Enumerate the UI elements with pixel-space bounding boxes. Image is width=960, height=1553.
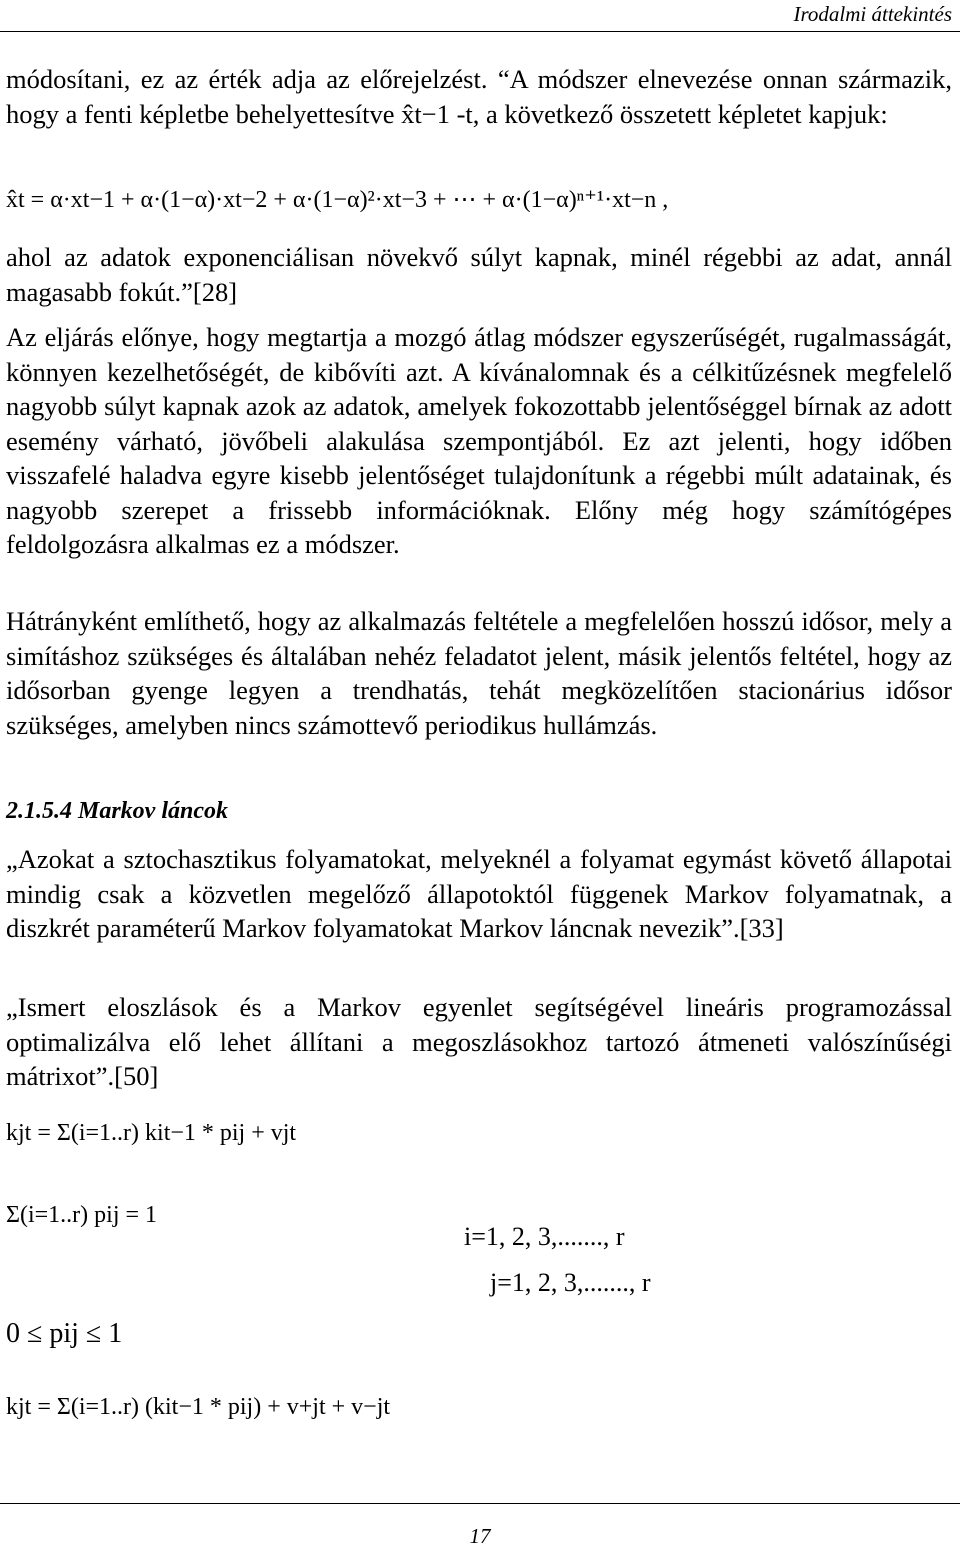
paragraph-2: ahol az adatok exponenciálisan növekvő súlyt kapnak, minél régebbi az adat, annál magasabb fokút.”[28] — [6, 242, 952, 307]
formula-markov-2 — [6, 1202, 157, 1229]
formula-markov-4-text: kjt = Σ(i=1..r) (kit−1 * pij) + v+jt + v−jt — [6, 1394, 391, 1420]
formula-markov-3-text: 0 ≤ pij ≤ 1 — [6, 1318, 123, 1349]
formula-smoothing-text: x̂t = α·xt−1 + α·(1−α)·xt−2 + α·(1−α)²·xt−3 + ⋯ + α·(1−α)ⁿ⁺¹·xt−n , — [6, 187, 669, 213]
header-rule — [0, 31, 960, 32]
formula-markov-3 — [6, 1318, 122, 1350]
range-j: j=1, 2, 3,......., r — [490, 1268, 651, 1297]
paragraph-3: Az eljárás előnye, hogy megtartja a mozgó átlag módszer egyszerűségét, rugalmasságát, könnyen kezelhetőségét, de kibővíti azt. A kívánalomnak és a célkitűzésnek megfelelő nagyobb súlyt kapnak azok az adatok, amelyek fokozottabb jelentőséggel bírnak az adott esemény várható, jövőbeli alakulása szempontjából. Ez azt jelenti, hogy időben visszafelé haladva egyre kisebb jelentőséget tulajdonítunk a régebbi múlt adatainak, és nagyobb szerepet a frissebb információknak. Előny még hogy számítógépes feldolgozásra alkalmas ez a módszer. — [6, 322, 952, 559]
formula-markov-4 — [6, 1394, 390, 1421]
paragraph-1: módosítani, ez az érték adja az előrejelzést. “A módszer elnevezése onnan származik, hogy a fenti képletbe behelyettesítve x̂t−1 -t, a következő összetett képletet kapjuk: — [6, 64, 952, 129]
formula-markov-1-text: kjt = Σ(i=1..r) kit−1 * pij + vjt — [6, 1120, 297, 1146]
formula-exponential-smoothing — [6, 185, 668, 214]
paragraph-5: „Azokat a sztochasztikus folyamatokat, melyeknél a folyamat egymást követő állapotai mindig csak a közvetlen megelőző állapotoktól függenek Markov folyamatnak, a diszkrét paraméterű Markov folyamatokat Markov láncnak nevezik”.[33] — [6, 844, 952, 943]
range-i: i=1, 2, 3,......., r — [464, 1222, 625, 1251]
formula-markov-1 — [6, 1120, 296, 1147]
footer-rule — [0, 1503, 960, 1504]
running-header — [0, 0, 960, 36]
formula-markov-2-text: Σ(i=1..r) pij = 1 — [6, 1202, 158, 1228]
paragraph-4: Hátrányként említhető, hogy az alkalmazás feltétele a megfelelően hosszú idősor, mely a simításhoz szükséges és általában nehéz feladatot jelent, másik jelentős feltétel, hogy az idősorban gyenge legyen a trendhatás, tehát megközelítően stacionárius idősor szükséges, amelyben nincs számottevő periodikus hullámzás. — [6, 606, 952, 740]
section-heading: 2.1.5.4 Markov láncok — [6, 798, 228, 824]
paragraph-6: „Ismert eloszlások és a Markov egyenlet segítségével lineáris programozással optimalizálva elő lehet állítani a megoszlásokhoz tartozó átmeneti valószínűségi mátrixot”.[50] — [6, 992, 952, 1091]
page-number: 17 — [469, 1524, 491, 1548]
header-title: Irodalmi áttekintés — [793, 2, 952, 26]
